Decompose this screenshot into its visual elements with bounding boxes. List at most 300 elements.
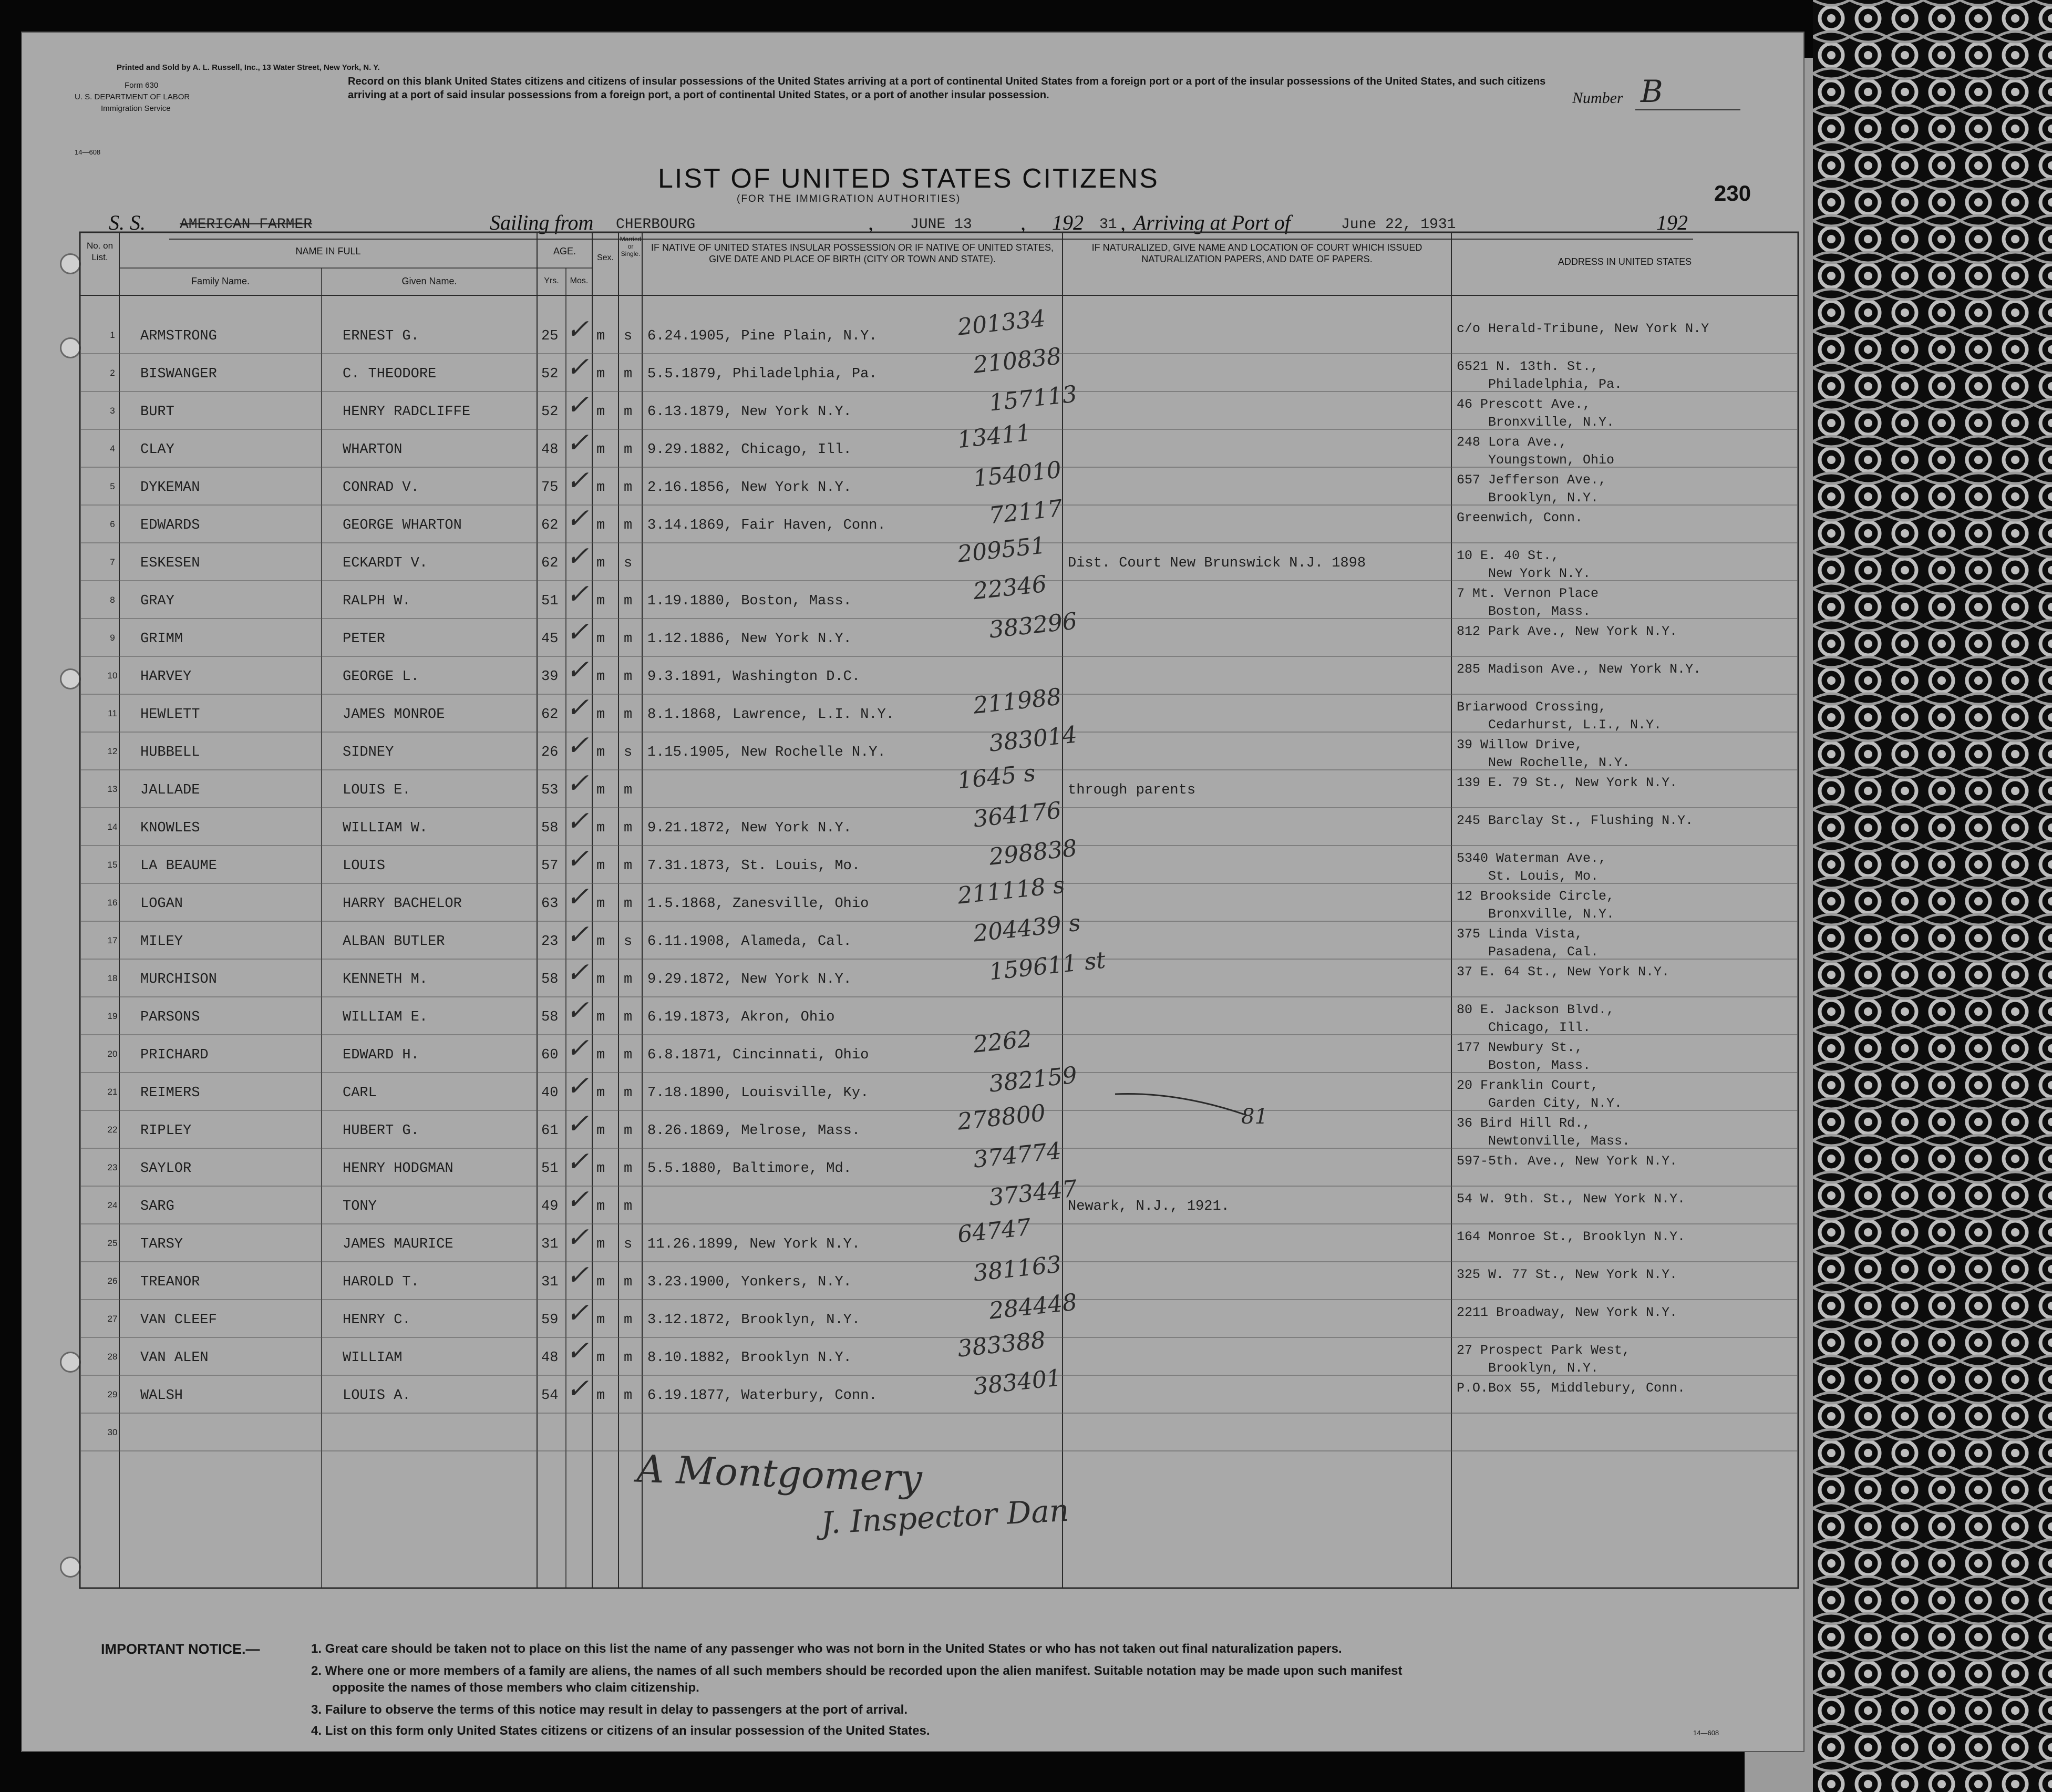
given-name: CONRAD V. [343,480,419,496]
form-number: Form 630 [125,81,159,90]
address-line-1: 36 Bird Hill Rd., [1457,1116,1591,1131]
family-name: LA BEAUME [140,858,217,874]
handwritten-cert-number: 209551 [956,532,1047,568]
given-name: WILLIAM [343,1350,403,1366]
form-subtitle: (FOR THE IMMIGRATION AUTHORITIES) [737,193,961,204]
given-name: KENNETH M. [343,972,428,987]
handwritten-cert-number: 211988 [972,683,1063,719]
given-name: HENRY HODGMAN [343,1161,453,1177]
age-years: 49 [541,1199,559,1214]
handwritten-cert-number: 72117 [987,495,1064,530]
sex: m [596,1350,605,1366]
sex: m [596,1237,605,1252]
given-name: HENRY RADCLIFFE [343,404,471,420]
given-name: PETER [343,631,386,647]
marital-status: m [624,1312,633,1328]
birth-date-place: 6.8.1871, Cincinnati, Ohio [647,1047,869,1063]
given-name: JAMES MAURICE [343,1237,453,1252]
row-number: 7 [110,557,115,567]
address-line-1: 10 E. 40 St., [1457,548,1560,563]
check-mark-icon: ✓ [566,919,589,951]
intro-instructions: Record on this blank United States citizens and citizens of insular possessions of the United States arriving at a port of continental United States from a foreign port or a port of the insular possessions of the United States, and such citizens arriving at a port of said insular possessions from a foreign port, a port of continental United States, or a port of another insular possession. [348,76,1546,101]
row-number: 26 [107,1276,118,1286]
check-mark-icon: ✓ [566,352,589,383]
given-name: LOUIS E. [343,782,411,798]
row-number: 16 [107,898,118,908]
address-line-1: 37 E. 64 St., New York N.Y. [1457,964,1670,980]
sex: m [596,1085,605,1101]
age-years: 25 [541,328,559,344]
row-number: 10 [107,671,118,681]
marital-status: m [624,1123,633,1139]
family-name: ESKESEN [140,555,200,571]
printer-line: Printed and Sold by A. L. Russell, Inc., 13 Water Street, New York, N. Y. [117,63,380,72]
age-years: 31 [541,1274,559,1290]
address-line-1: 12 Brookside Circle, [1457,889,1615,904]
sex: m [596,1010,605,1025]
family-name: VAN ALEN [140,1350,209,1366]
birth-date-place: 3.14.1869, Fair Haven, Conn. [647,518,886,533]
age-years: 62 [541,518,559,533]
address-line-1: 325 W. 77 St., New York N.Y. [1457,1267,1678,1282]
address-line-1: 285 Madison Ave., New York N.Y. [1457,662,1702,677]
sex: m [596,934,605,950]
birth-date-place: 8.1.1868, Lawrence, L.I. N.Y. [647,707,894,723]
check-mark-icon: ✓ [566,1070,589,1102]
check-mark-icon: ✓ [566,692,589,724]
row-number: 17 [107,935,118,945]
notice-item: 3. Failure to observe the terms of this notice may result in delay to passengers at the port of arrival. [311,1703,908,1717]
birth-date-place: 1.15.1905, New Rochelle N.Y. [647,745,886,760]
age-years: 57 [541,858,559,874]
given-name: ERNEST G. [343,328,419,344]
family-name: CLAY [140,442,174,458]
address-line-1: 39 Willow Drive, [1457,737,1583,753]
handwritten-cert-number: 374774 [972,1137,1063,1173]
marital-status: m [624,366,633,382]
address-line-2: Philadelphia, Pa. [1488,377,1623,392]
row-number: 22 [107,1125,118,1135]
age-years: 60 [541,1047,559,1063]
sex: m [596,593,605,609]
given-name: SIDNEY [343,745,394,760]
age-years: 48 [541,442,559,458]
family-name: PARSONS [140,1010,200,1025]
family-name: ARMSTRONG [140,328,217,344]
marital-status: m [624,782,633,798]
sex: m [596,782,605,798]
sex: m [596,404,605,420]
handwritten-cert-number: 381163 [972,1251,1063,1287]
row-number: 11 [108,708,117,718]
check-mark-icon: ✓ [566,1184,589,1216]
handwritten-cert-number: 211118 s [956,871,1066,910]
signature-2: J. Inspector Dan [820,1492,1070,1541]
row-number: 28 [107,1352,118,1362]
marital-status: m [624,1199,633,1214]
age-years: 26 [541,745,559,760]
address-line-1: Briarwood Crossing, [1457,699,1607,715]
sex: m [596,1388,605,1404]
check-mark-icon: ✓ [566,465,589,497]
row-number: 19 [107,1011,118,1021]
check-mark-icon: ✓ [566,1033,589,1064]
birth-date-place: 1.19.1880, Boston, Mass. [647,593,852,609]
sex: m [596,820,605,836]
given-name: GEORGE L. [343,669,419,685]
given-name: ALBAN BUTLER [343,934,445,950]
row-number: 3 [110,406,115,416]
marital-status: s [624,555,633,571]
port-from: CHERBOURG [616,217,696,233]
family-name: TREANOR [140,1274,200,1290]
birth-date-place: 9.3.1891, Washington D.C. [647,669,861,685]
row-number: 23 [107,1162,118,1172]
address-line-2: Cedarhurst, L.I., N.Y. [1488,717,1662,733]
service: Immigration Service [101,104,171,113]
handwritten-cert-number: 383401 [972,1364,1063,1400]
notice-code: 14—608 [1693,1729,1719,1737]
row-number: 2 [110,368,115,378]
check-mark-icon: ✓ [566,1260,589,1291]
given-name: TONY [343,1199,377,1214]
birth-date-place: 8.26.1869, Melrose, Mass. [647,1123,861,1139]
handwritten-cert-number: 278800 [956,1099,1047,1136]
col-birth: IF NATIVE OF UNITED STATES INSULAR POSSESSION OR IF NATIVE OF UNITED STATES, GIVE DATE AND PLACE OF BIRTH (CITY OR TOWN AND STATE). [651,242,1054,264]
handwritten-cert-number: 383014 [987,721,1079,757]
marital-status: m [624,593,633,609]
page-number: 230 [1714,181,1751,205]
given-name: HUBERT G. [343,1123,419,1139]
birth-date-place: 6.19.1877, Waterbury, Conn. [647,1388,878,1404]
age-years: 40 [541,1085,559,1101]
family-name: REIMERS [140,1085,200,1101]
handwritten-cert-number: 373447 [987,1175,1079,1211]
family-name: MILEY [140,934,183,950]
given-name: EDWARD H. [343,1047,419,1063]
address-line-1: 812 Park Ave., New York N.Y. [1457,624,1678,639]
address-line-2: Boston, Mass. [1488,604,1591,619]
marital-status: m [624,404,633,420]
address-line-1: 54 W. 9th. St., New York N.Y. [1457,1191,1686,1207]
marital-status: m [624,1085,633,1101]
marital-status: m [624,1350,633,1366]
age-years: 61 [541,1123,559,1139]
notice-item: 4. List on this form only United States citizens or citizens of an insular possession of the United States. [311,1724,930,1738]
check-mark-icon: ✓ [566,1146,589,1178]
row-number: 24 [107,1200,118,1210]
sex: m [596,1312,605,1328]
given-name: LOUIS A. [343,1388,411,1404]
check-mark-icon: ✓ [566,427,589,459]
margin-note: 81 [1241,1105,1268,1129]
given-name: WILLIAM E. [343,1010,428,1025]
form-title: LIST OF UNITED STATES CITIZENS [658,163,1159,194]
address-line-1: 46 Prescott Ave., [1457,397,1591,412]
age-years: 75 [541,480,559,496]
family-name: GRIMM [140,631,183,647]
marital-status: m [624,972,633,987]
address-line-1: 164 Monroe St., Brooklyn N.Y. [1457,1229,1686,1244]
address-line-2: Pasadena, Cal. [1488,944,1599,960]
row-number: 15 [107,860,118,870]
address-line-2: Boston, Mass. [1488,1058,1591,1073]
birth-date-place: 8.10.1882, Brooklyn N.Y. [647,1350,852,1366]
col-family: Family Name. [191,276,250,286]
handwritten-cert-number: 201334 [956,305,1047,341]
row-number: 9 [110,633,115,643]
given-name: CARL [343,1085,377,1101]
address-line-1: 2211 Broadway, New York N.Y. [1457,1305,1678,1320]
family-name: HARVEY [140,669,192,685]
naturalization: Dist. Court New Brunswick N.J. 1898 [1068,555,1366,571]
given-name: WHARTON [343,442,403,458]
age-years: 53 [541,782,559,798]
family-name: HUBBELL [140,745,200,760]
address-line-1: 20 Franklin Court, [1457,1078,1599,1093]
handwritten-cert-number: 13411 [956,419,1033,454]
family-name: SAYLOR [140,1161,192,1177]
row-number: 4 [110,444,115,454]
manifest-sheet: Printed and Sold by A. L. Russell, Inc., 13 Water Street, New York, N. Y. Form 630 U. S. DEPARTMENT OF LABOR Immigration Service 14—608 Record on this blank United States citizens and citizens of insular possessions of the United States arriving at a port of continental United States from a foreign port or a port of the insular possessions of the United States, and such citizens arriving at a port of said insular possessions from a foreign port, a port of continental United States, or a port of another insular possession. Number B LIST OF UNITED STATES CITIZENS (FOR THE IMMIGRATION AUTHORITIES) 230 S. S. AMERICAN FARMER Sailing from CHERBOURG , JUNE 13 , 192 31 , Arriving at Port of June 22, 1931 192 No. on List. NAME IN FULL Family Name. Given Name. AGE. Yrs. Mos. Sex. Married or Single. IF NATIVE OF UNITED STATES INSULAR POSSESSION OR IF NATIVE OF UNITED STATES, GIVE DATE AND PLACE OF BIRTH (CITY OR TOWN AND STATE). IF NATURALIZED, GIVE NAME AND LOCATION OF COURT WHICH ISSUED NATURALIZATION PAPERS, AND DATE OF PAPERS. ADDRESS IN UNITED STATES 1 ARMSTRONG ERNEST G. 25 m s 6.24.1905, Pine Plain, N.Y. c/o Herald-Tribune, New York N.Y 201334 ✓ 2 BISWANGER C. THEODORE 52 m m 5.5.1879, Philadelphia, Pa. 6521 N. 13th. St., Philadelphia, Pa. 210838 ✓ 3 BURT HENRY RADCLIFFE 52 m m 6.13.1879, New York N.Y. 46 Prescott Ave., Bronxville, N.Y. 157113 ✓ 4 CLAY WHARTON 48 m m 9.29.1882, Chicago, Ill. 248 Lora Ave., Youngstown, Ohio 13411 ✓ 5 DYKEMAN CONRAD V. 75 m m 2.16.1856, New York N.Y. 657 Jefferson Ave., Brooklyn, N.Y. 154010 ✓ 6 EDWARDS GEORGE WHARTON 62 m m 3.14.1869, Fair Haven, Conn. Greenwich, Conn. 72117 ✓ 7 ESKESEN ECKARDT V. 62 m s Dist. Court New Brunswick N.J. 1898 10 E. 40 St., New York N.Y. 209551 ✓ 8 GRAY RALPH W. 51 m m 1.19.1880, Boston, Mass. 7 Mt. Vernon Place Boston, Mass. 22346 ✓ 9 GRIMM PETER 45 m m 1.12.1886, New York N.Y. 812 Park Ave., New York N.Y. 383296 ✓ 10 HARVEY GEORGE L. 39 m m 9.3.1891, Washington D.C. 285 Madison Ave., New York N.Y. ✓ 11 HEWLETT JAMES MONROE 62 m m 8.1.1868, Lawrence, L.I. N.Y. Briarwood Crossing, Cedarhurst, L.I., N.Y. 211988 ✓ 12 HUBBELL SIDNEY 26 m s 1.15.1905, New Rochelle N.Y. 39 Willow Drive, New Rochelle, N.Y. 383014 ✓ 13 JALLADE LOUIS E. 53 m m through parents 139 E. 79 St., New York N.Y. 1645 s ✓ 14 KNOWLES WILLIAM W. 58 m m 9.21.1872, New York N.Y. 245 Barclay St., Flushing N.Y. 364176 ✓ 15 LA BEAUME LOUIS 57 m m 7.31.1873, St. Louis, Mo. 5340 Waterman Ave., St. Louis, Mo. 298838 ✓ 16 LOGAN HARRY BACHELOR 63 m m 1.5.1868, Zanesville, Ohio 12 Brookside Circle, Bronxville, N.Y. 211118 s ✓ 17 MILEY ALBAN BUTLER 23 m s 6.11.1908, Alameda, Cal. 375 Linda Vista, Pasadena, Cal. 204439 s ✓ 18 MURCHISON KENNETH M. 58 m m 9.29.1872, New York N.Y. 37 E. 64 St., New York N.Y. 159611 st ✓ 19 PARSONS WILLIAM E. 58 m m 6.19.1873, Akron, Ohio 80 E. Jackson Blvd., Chicago, Ill. ✓ 20 PRICHARD EDWARD H. 60 m m 6.8.1871, Cincinnati, Ohio 177 Newbury St., Boston, Mass. 2262 ✓ 21 REIMERS CARL 40 m m 7.18.1890, Louisville, Ky. 20 Franklin Court, Garden City, N.Y. 382159 ✓ 22 RIPLEY HUBERT G. 61 m m 8.26.1869, Melrose, Mass. 36 Bird Hill Rd., Newtonville, Mass. 278800 ✓ 23 SAYLOR HENRY HODGMAN 51 m m 5.5.1880, Baltimore, Md. 597-5th. Ave., New York N.Y. 374774 ✓ 24 SARG TONY 49 m m Newark, N.J., 1921. 54 W. 9th. St., New York N.Y. 373447 ✓ 25 TARSY JAMES MAURICE 31 m s 11.26.1899, New York N.Y. 164 Monroe St., Brooklyn N.Y. 64747 ✓ 26 TREANOR HAROLD T. 31 m m 3.23.1900, Yonkers, N.Y. 325 W. 77 St., New York N.Y. 381163 ✓ 27 VAN CLEEF HENRY C. 59 m m 3.12.1872, Brooklyn, N.Y. 2211 Broadway, New York N.Y. 284448 ✓ 28 VAN ALEN WILLIAM 48 m m 8.10.1882, Brooklyn N.Y. 27 Prospect Park West, Brooklyn, N.Y. 383388 ✓ 29 WALSH LOUIS A. 54 m m 6.19.1877, Waterbury, Conn. P.O.Box 55, Middlebury, Conn. 383401 ✓ 30 A Montgomery J. Inspector Dan 81 IMPORTANT NOTICE.— 1. Great care should be taken not to place on this list the name of any passenger who was not born in the United States or who has not taken out final naturalization papers. 2. Where one or more members of a family are aliens, the names of all such members should be recorded upon the alien manifest. Suitable notation may be made upon such manifest opposite the names of those members who claim citizenship. 3. Failure to observe the terms of this notice may result in delay to passengers at the port of arrival. 4. List on this form only United States citizens or citizens of an insular possession of the United States. 14—608 [21,32,1804,1752]
sex: m [596,1161,605,1177]
check-mark-icon: ✓ [566,503,589,534]
sex: m [596,972,605,987]
handwritten-cert-number: 154010 [972,456,1063,492]
marital-status: m [624,480,633,496]
handwritten-cert-number: 159611 st [987,946,1107,986]
address-line-1: 375 Linda Vista, [1457,926,1583,942]
check-mark-icon: ✓ [566,881,589,913]
address-line-2: Garden City, N.Y. [1488,1096,1623,1111]
birth-date-place: 3.23.1900, Yonkers, N.Y. [647,1274,852,1290]
given-name: HAROLD T. [343,1274,419,1290]
col-naturalized: IF NATURALIZED, GIVE NAME AND LOCATION OF COURT WHICH ISSUED NATURALIZATION PAPERS, AND DATE OF PAPERS. [1091,242,1422,264]
notice-item: opposite the names of those members who claim citizenship. [332,1681,699,1695]
age-years: 51 [541,593,559,609]
ink-arrow [1115,1084,1252,1126]
col-age: AGE. [553,246,576,256]
col-given: Given Name. [401,276,457,286]
row-number: 20 [107,1049,118,1059]
sex: m [596,707,605,723]
row-number: 27 [107,1314,118,1324]
row-number: 29 [107,1389,118,1399]
check-mark-icon: ✓ [566,806,589,837]
marital-status: m [624,442,633,458]
address-line-2: Brooklyn, N.Y. [1488,1361,1599,1376]
handwritten-cert-number: 298838 [987,835,1079,871]
marital-status: m [624,707,633,723]
marital-status: m [624,1388,633,1404]
family-name: SARG [140,1199,174,1214]
marital-status: m [624,896,633,912]
birth-date-place: 1.12.1886, New York N.Y. [647,631,852,647]
handwritten-cert-number: 204439 s [972,909,1082,948]
marital-status: m [624,1047,633,1063]
arriving-label: Arriving at Port of [1133,211,1291,234]
age-years: 63 [541,896,559,912]
birth-date-place: 5.5.1879, Philadelphia, Pa. [647,366,878,382]
handwritten-cert-number: 210838 [972,343,1063,379]
ship-name: AMERICAN FARMER [180,217,313,233]
handwritten-cert-number: 284448 [987,1289,1079,1325]
address-line-2: Chicago, Ill. [1488,1020,1591,1035]
sex: m [596,328,605,344]
check-mark-icon: ✓ [566,768,589,799]
address-line-2: Youngstown, Ohio [1488,452,1615,468]
address-line-1: 5340 Waterman Ave., [1457,851,1607,866]
family-name: RIPLEY [140,1123,192,1139]
age-years: 48 [541,1350,559,1366]
sex: m [596,366,605,382]
check-mark-icon: ✓ [566,1222,589,1253]
address-line-2: New York N.Y. [1488,566,1591,581]
address-line-1: 139 E. 79 St., New York N.Y. [1457,775,1678,790]
row-number: 25 [107,1238,118,1248]
naturalization: Newark, N.J., 1921. [1068,1199,1230,1214]
age-years: 39 [541,669,559,685]
sail-date: JUNE 13 [910,217,972,233]
address-line-2: New Rochelle, N.Y. [1488,755,1631,770]
family-name: PRICHARD [140,1047,209,1063]
birth-date-place: 6.19.1873, Akron, Ohio [647,1010,835,1025]
family-name: DYKEMAN [140,480,200,496]
row-number: 13 [107,784,118,794]
notice-item: 2. Where one or more members of a family are aliens, the names of all such members should be recorded upon the alien manifest. Suitable notation may be made upon such manifest [311,1664,1403,1678]
age-years: 45 [541,631,559,647]
check-mark-icon: ✓ [566,389,589,421]
naturalization: through parents [1068,782,1196,798]
marital-status: m [624,631,633,647]
family-name: KNOWLES [140,820,200,836]
family-name: BISWANGER [140,366,217,382]
age-years: 62 [541,555,559,571]
check-mark-icon: ✓ [566,541,589,572]
birth-date-place: 6.24.1905, Pine Plain, N.Y. [647,328,878,344]
check-mark-icon: ✓ [566,843,589,875]
row-number: 30 [107,1427,118,1437]
year-printed-2: 192 [1656,211,1688,234]
row-number: 21 [107,1087,118,1097]
sex: m [596,480,605,496]
birth-date-place: 3.12.1872, Brooklyn, N.Y. [647,1312,861,1328]
check-mark-icon: ✓ [566,1108,589,1140]
notice-lead: IMPORTANT NOTICE.— [101,1641,260,1657]
address-line-1: 245 Barclay St., Flushing N.Y. [1457,813,1694,828]
check-mark-icon: ✓ [566,730,589,761]
marital-status: m [624,669,633,685]
address-line-2: Newtonville, Mass. [1488,1134,1631,1149]
col-married: Married or Single. [620,235,642,258]
number-value: B [1641,74,1663,109]
address-line-2: Bronxville, N.Y. [1488,907,1615,922]
row-number: 18 [107,973,118,983]
arrive-date: June 22, 1931 [1341,217,1456,233]
address-line-1: 7 Mt. Vernon Place [1457,586,1599,601]
check-mark-icon: ✓ [566,654,589,686]
address-line-2: St. Louis, Mo. [1488,869,1599,884]
handwritten-cert-number: 364176 [972,797,1063,833]
given-name: ECKARDT V. [343,555,428,571]
age-years: 54 [541,1388,559,1404]
patterned-backing [1813,0,2052,1792]
sailing-label: Sailing from [490,211,594,234]
birth-date-place: 7.31.1873, St. Louis, Mo. [647,858,861,874]
age-years: 31 [541,1237,559,1252]
check-mark-icon: ✓ [566,1373,589,1405]
check-mark-icon: ✓ [566,1297,589,1329]
sex: m [596,631,605,647]
given-name: RALPH W. [343,593,411,609]
sex: m [596,1123,605,1139]
sex: m [596,669,605,685]
handwritten-cert-number: 1645 s [956,759,1037,795]
department: U. S. DEPARTMENT OF LABOR [75,92,190,101]
marital-status: m [624,1010,633,1025]
signature-1: A Montgomery [636,1446,923,1501]
check-mark-icon: ✓ [566,579,589,610]
sex: m [596,896,605,912]
address-line-1: 6521 N. 13th. St., [1457,359,1599,374]
row-number: 6 [110,519,115,529]
birth-date-place: 2.16.1856, New York N.Y. [647,480,852,496]
handwritten-cert-number: 157113 [987,380,1079,417]
birth-date-place: 11.26.1899, New York N.Y. [647,1237,861,1252]
handwritten-cert-number: 22346 [972,570,1048,605]
age-years: 59 [541,1312,559,1328]
marital-status: s [624,745,633,760]
col-address: ADDRESS IN UNITED STATES [1558,256,1692,267]
birth-date-place: 1.5.1868, Zanesville, Ohio [647,896,869,912]
sex: m [596,1199,605,1214]
family-name: VAN CLEEF [140,1312,217,1328]
family-name: GRAY [140,593,174,609]
birth-date-place: 9.29.1882, Chicago, Ill. [647,442,852,458]
sex: m [596,1047,605,1063]
row-number: 12 [107,746,118,756]
col-yrs: Yrs. [544,276,559,285]
address-line-1: 80 E. Jackson Blvd., [1457,1002,1615,1017]
family-name: JALLADE [140,782,200,798]
address-line-1: Greenwich, Conn. [1457,510,1583,526]
family-name: LOGAN [140,896,183,912]
given-name: GEORGE WHARTON [343,518,462,533]
marital-status: m [624,1274,633,1290]
age-years: 52 [541,404,559,420]
age-years: 58 [541,1010,559,1025]
age-years: 51 [541,1161,559,1177]
marital-status: m [624,518,633,533]
notice-item: 1. Great care should be taken not to place on this list the name of any passenger who was not born in the United States or who has not taken out final naturalization papers. [311,1642,1342,1656]
check-mark-icon: ✓ [566,616,589,648]
marital-status: s [624,934,633,950]
age-years: 58 [541,820,559,836]
family-name: WALSH [140,1388,183,1404]
check-mark-icon: ✓ [566,1335,589,1367]
birth-date-place: 7.18.1890, Louisville, Ky. [647,1085,869,1101]
handwritten-cert-number: 382159 [987,1062,1079,1098]
number-label: Number [1572,89,1623,107]
given-name: WILLIAM W. [343,820,428,836]
year-typed: 31 [1099,217,1117,233]
sex: m [596,1274,605,1290]
marital-status: m [624,858,633,874]
family-name: BURT [140,404,174,420]
row-number: 5 [110,481,115,491]
address-line-2: Brooklyn, N.Y. [1488,490,1599,506]
col-name-in-full: NAME IN FULL [295,246,361,256]
